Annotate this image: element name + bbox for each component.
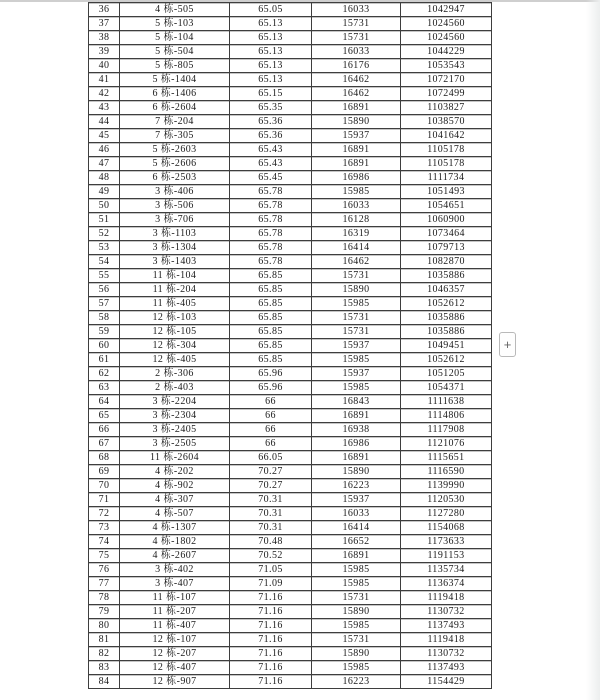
cell-total_price: 1121076 — [401, 437, 492, 451]
cell-no: 70 — [89, 479, 120, 493]
cell-unit_price: 15731 — [312, 17, 401, 31]
cell-area: 65.85 — [230, 339, 312, 353]
cell-area: 70.31 — [230, 507, 312, 521]
cell-area: 70.48 — [230, 535, 312, 549]
cell-total_price: 1116590 — [401, 465, 492, 479]
cell-no: 81 — [89, 633, 120, 647]
cell-unit_price: 16223 — [312, 675, 401, 689]
cell-no: 48 — [89, 171, 120, 185]
cell-no: 61 — [89, 353, 120, 367]
cell-no: 58 — [89, 311, 120, 325]
table-row — [89, 577, 492, 591]
cell-total_price: 1052612 — [401, 297, 492, 311]
cell-unit: 5 栋-1404 — [120, 73, 230, 87]
cell-total_price: 1135734 — [401, 563, 492, 577]
table-row — [89, 101, 492, 115]
cell-no: 76 — [89, 563, 120, 577]
cell-area: 65.78 — [230, 185, 312, 199]
cell-unit_price: 15731 — [312, 311, 401, 325]
table-row — [89, 339, 492, 353]
cell-unit: 4 栋-902 — [120, 479, 230, 493]
table-row — [89, 297, 492, 311]
cell-unit_price: 16891 — [312, 101, 401, 115]
cell-unit_price: 16319 — [312, 227, 401, 241]
cell-area: 65.43 — [230, 157, 312, 171]
cell-area: 66 — [230, 395, 312, 409]
table-row — [89, 115, 492, 129]
cell-no: 50 — [89, 199, 120, 213]
cell-unit_price: 15937 — [312, 493, 401, 507]
cell-unit: 3 栋-2505 — [120, 437, 230, 451]
table-row — [89, 661, 492, 675]
cell-unit_price: 16891 — [312, 143, 401, 157]
cell-unit: 5 栋-2603 — [120, 143, 230, 157]
cell-total_price: 1119418 — [401, 633, 492, 647]
cell-total_price: 1051205 — [401, 367, 492, 381]
cell-no: 63 — [89, 381, 120, 395]
cell-total_price: 1051493 — [401, 185, 492, 199]
cell-total_price: 1035886 — [401, 325, 492, 339]
cell-unit_price: 15890 — [312, 115, 401, 129]
cell-area: 70.31 — [230, 521, 312, 535]
cell-unit_price: 16986 — [312, 171, 401, 185]
cell-area: 71.16 — [230, 591, 312, 605]
table-row — [89, 451, 492, 465]
cell-no: 53 — [89, 241, 120, 255]
cell-no: 74 — [89, 535, 120, 549]
cell-area: 65.78 — [230, 255, 312, 269]
cell-area: 65.45 — [230, 171, 312, 185]
cell-unit: 12 栋-407 — [120, 661, 230, 675]
cell-unit_price: 16223 — [312, 479, 401, 493]
cell-area: 71.16 — [230, 605, 312, 619]
cell-area: 65.85 — [230, 325, 312, 339]
cell-total_price: 1173633 — [401, 535, 492, 549]
cell-no: 60 — [89, 339, 120, 353]
cell-unit_price: 15985 — [312, 661, 401, 675]
cell-total_price: 1137493 — [401, 619, 492, 633]
cell-unit_price: 16462 — [312, 87, 401, 101]
cell-no: 51 — [89, 213, 120, 227]
cell-no: 66 — [89, 423, 120, 437]
cell-unit: 3 栋-407 — [120, 577, 230, 591]
cell-total_price: 1130732 — [401, 647, 492, 661]
cell-no: 59 — [89, 325, 120, 339]
zoom-in-button[interactable]: + — [499, 332, 516, 357]
cell-unit: 5 栋-103 — [120, 17, 230, 31]
cell-no: 47 — [89, 157, 120, 171]
table-row — [89, 381, 492, 395]
cell-no: 42 — [89, 87, 120, 101]
table-row — [89, 17, 492, 31]
cell-total_price: 1053543 — [401, 59, 492, 73]
cell-total_price: 1115651 — [401, 451, 492, 465]
cell-unit: 4 栋-2607 — [120, 549, 230, 563]
cell-unit: 12 栋-105 — [120, 325, 230, 339]
cell-total_price: 1044229 — [401, 45, 492, 59]
cell-no: 69 — [89, 465, 120, 479]
cell-unit: 7 栋-204 — [120, 115, 230, 129]
cell-total_price: 1024560 — [401, 17, 492, 31]
cell-area: 71.16 — [230, 619, 312, 633]
cell-no: 54 — [89, 255, 120, 269]
cell-area: 65.85 — [230, 297, 312, 311]
cell-unit_price: 15731 — [312, 325, 401, 339]
cell-unit: 4 栋-507 — [120, 507, 230, 521]
table-row — [89, 633, 492, 647]
cell-unit: 3 栋-1403 — [120, 255, 230, 269]
cell-area: 65.85 — [230, 311, 312, 325]
cell-total_price: 1103827 — [401, 101, 492, 115]
cell-no: 44 — [89, 115, 120, 129]
cell-unit: 5 栋-504 — [120, 45, 230, 59]
cell-area: 71.16 — [230, 661, 312, 675]
cell-unit_price: 16891 — [312, 451, 401, 465]
cell-unit: 12 栋-304 — [120, 339, 230, 353]
cell-area: 65.13 — [230, 59, 312, 73]
cell-no: 41 — [89, 73, 120, 87]
table-row — [89, 549, 492, 563]
cell-unit: 6 栋-2503 — [120, 171, 230, 185]
cell-area: 65.78 — [230, 213, 312, 227]
cell-total_price: 1024560 — [401, 31, 492, 45]
cell-total_price: 1046357 — [401, 283, 492, 297]
cell-total_price: 1072170 — [401, 73, 492, 87]
cell-unit: 5 栋-805 — [120, 59, 230, 73]
cell-unit_price: 15985 — [312, 353, 401, 367]
cell-unit_price: 16033 — [312, 45, 401, 59]
cell-area: 65.05 — [230, 3, 312, 17]
cell-total_price: 1105178 — [401, 157, 492, 171]
right-edge-shadow — [586, 0, 600, 700]
table-row — [89, 479, 492, 493]
cell-area: 71.16 — [230, 633, 312, 647]
cell-unit_price: 15890 — [312, 605, 401, 619]
cell-total_price: 1117908 — [401, 423, 492, 437]
cell-no: 78 — [89, 591, 120, 605]
cell-total_price: 1139990 — [401, 479, 492, 493]
cell-unit_price: 16033 — [312, 3, 401, 17]
table-row — [89, 521, 492, 535]
cell-no: 56 — [89, 283, 120, 297]
cell-unit_price: 15937 — [312, 367, 401, 381]
cell-total_price: 1073464 — [401, 227, 492, 241]
cell-unit_price: 15985 — [312, 563, 401, 577]
table-row — [89, 59, 492, 73]
cell-unit: 4 栋-1802 — [120, 535, 230, 549]
cell-total_price: 1130732 — [401, 605, 492, 619]
cell-unit_price: 16891 — [312, 157, 401, 171]
cell-unit: 4 栋-1307 — [120, 521, 230, 535]
cell-unit_price: 15985 — [312, 297, 401, 311]
cell-unit_price: 15731 — [312, 269, 401, 283]
cell-unit: 12 栋-405 — [120, 353, 230, 367]
cell-total_price: 1111638 — [401, 395, 492, 409]
cell-unit: 11 栋-207 — [120, 605, 230, 619]
cell-unit: 6 栋-1406 — [120, 87, 230, 101]
price-table-container — [88, 2, 492, 689]
cell-unit_price: 15731 — [312, 591, 401, 605]
cell-unit: 3 栋-406 — [120, 185, 230, 199]
cell-unit_price: 16176 — [312, 59, 401, 73]
cell-total_price: 1111734 — [401, 171, 492, 185]
cell-unit_price: 16033 — [312, 199, 401, 213]
cell-area: 65.85 — [230, 269, 312, 283]
cell-no: 68 — [89, 451, 120, 465]
cell-area: 71.16 — [230, 647, 312, 661]
cell-area: 65.96 — [230, 367, 312, 381]
cell-area: 66 — [230, 423, 312, 437]
cell-unit: 4 栋-307 — [120, 493, 230, 507]
cell-unit: 11 栋-2604 — [120, 451, 230, 465]
cell-unit_price: 16414 — [312, 241, 401, 255]
cell-area: 71.09 — [230, 577, 312, 591]
table-row — [89, 73, 492, 87]
cell-area: 70.27 — [230, 479, 312, 493]
cell-unit: 4 栋-202 — [120, 465, 230, 479]
cell-unit: 3 栋-2204 — [120, 395, 230, 409]
cell-unit_price: 16891 — [312, 409, 401, 423]
table-row — [89, 171, 492, 185]
cell-area: 65.78 — [230, 227, 312, 241]
cell-area: 71.16 — [230, 675, 312, 689]
table-row — [89, 199, 492, 213]
cell-unit_price: 16986 — [312, 437, 401, 451]
cell-unit: 3 栋-706 — [120, 213, 230, 227]
cell-area: 65.78 — [230, 241, 312, 255]
cell-unit_price: 15890 — [312, 647, 401, 661]
cell-unit_price: 16462 — [312, 255, 401, 269]
cell-unit: 12 栋-107 — [120, 633, 230, 647]
table-row — [89, 129, 492, 143]
cell-area: 70.27 — [230, 465, 312, 479]
cell-area: 66.05 — [230, 451, 312, 465]
cell-unit: 3 栋-2304 — [120, 409, 230, 423]
table-row — [89, 367, 492, 381]
cell-unit: 12 栋-907 — [120, 675, 230, 689]
table-row — [89, 675, 492, 689]
cell-no: 83 — [89, 661, 120, 675]
cell-no: 84 — [89, 675, 120, 689]
cell-no: 80 — [89, 619, 120, 633]
cell-area: 65.36 — [230, 129, 312, 143]
table-row — [89, 87, 492, 101]
cell-unit_price: 15985 — [312, 381, 401, 395]
cell-no: 49 — [89, 185, 120, 199]
cell-unit: 11 栋-204 — [120, 283, 230, 297]
cell-area: 65.13 — [230, 17, 312, 31]
cell-no: 40 — [89, 59, 120, 73]
cell-no: 52 — [89, 227, 120, 241]
cell-no: 55 — [89, 269, 120, 283]
cell-total_price: 1035886 — [401, 311, 492, 325]
price-table — [88, 2, 492, 689]
table-row — [89, 395, 492, 409]
table-row — [89, 409, 492, 423]
cell-unit_price: 16891 — [312, 549, 401, 563]
cell-area: 65.13 — [230, 31, 312, 45]
cell-area: 65.78 — [230, 199, 312, 213]
table-row — [89, 325, 492, 339]
cell-no: 79 — [89, 605, 120, 619]
cell-unit_price: 15937 — [312, 339, 401, 353]
cell-no: 39 — [89, 45, 120, 59]
cell-unit_price: 16128 — [312, 213, 401, 227]
cell-area: 65.85 — [230, 353, 312, 367]
cell-total_price: 1154429 — [401, 675, 492, 689]
cell-no: 77 — [89, 577, 120, 591]
cell-unit_price: 16843 — [312, 395, 401, 409]
cell-area: 71.05 — [230, 563, 312, 577]
cell-no: 37 — [89, 17, 120, 31]
cell-no: 82 — [89, 647, 120, 661]
cell-total_price: 1054651 — [401, 199, 492, 213]
cell-area: 70.31 — [230, 493, 312, 507]
table-row — [89, 185, 492, 199]
cell-total_price: 1191153 — [401, 549, 492, 563]
cell-unit: 11 栋-407 — [120, 619, 230, 633]
cell-no: 75 — [89, 549, 120, 563]
cell-total_price: 1082870 — [401, 255, 492, 269]
table-row — [89, 241, 492, 255]
table-row — [89, 143, 492, 157]
cell-unit_price: 15985 — [312, 619, 401, 633]
cell-total_price: 1072499 — [401, 87, 492, 101]
table-row — [89, 3, 492, 17]
cell-total_price: 1079713 — [401, 241, 492, 255]
cell-total_price: 1120530 — [401, 493, 492, 507]
cell-total_price: 1105178 — [401, 143, 492, 157]
cell-no: 67 — [89, 437, 120, 451]
cell-unit_price: 15985 — [312, 577, 401, 591]
cell-unit_price: 16938 — [312, 423, 401, 437]
cell-unit_price: 16033 — [312, 507, 401, 521]
table-row — [89, 591, 492, 605]
cell-total_price: 1114806 — [401, 409, 492, 423]
cell-unit: 12 栋-207 — [120, 647, 230, 661]
cell-area: 66 — [230, 437, 312, 451]
cell-total_price: 1060900 — [401, 213, 492, 227]
cell-total_price: 1049451 — [401, 339, 492, 353]
cell-unit: 12 栋-103 — [120, 311, 230, 325]
cell-unit_price: 16652 — [312, 535, 401, 549]
cell-area: 65.15 — [230, 87, 312, 101]
table-row — [89, 507, 492, 521]
cell-total_price: 1054371 — [401, 381, 492, 395]
cell-unit: 11 栋-107 — [120, 591, 230, 605]
table-row — [89, 563, 492, 577]
cell-area: 65.36 — [230, 115, 312, 129]
table-row — [89, 647, 492, 661]
cell-total_price: 1052612 — [401, 353, 492, 367]
cell-unit_price: 16414 — [312, 521, 401, 535]
table-row — [89, 493, 492, 507]
table-row — [89, 45, 492, 59]
cell-total_price: 1127280 — [401, 507, 492, 521]
cell-area: 66 — [230, 409, 312, 423]
cell-unit: 3 栋-402 — [120, 563, 230, 577]
cell-area: 70.52 — [230, 549, 312, 563]
table-row — [89, 423, 492, 437]
cell-total_price: 1042947 — [401, 3, 492, 17]
cell-area: 65.35 — [230, 101, 312, 115]
cell-unit_price: 15937 — [312, 129, 401, 143]
cell-unit: 5 栋-104 — [120, 31, 230, 45]
cell-total_price: 1035886 — [401, 269, 492, 283]
table-row — [89, 465, 492, 479]
table-row — [89, 157, 492, 171]
cell-no: 64 — [89, 395, 120, 409]
cell-area: 65.85 — [230, 283, 312, 297]
cell-unit: 2 栋-306 — [120, 367, 230, 381]
table-row — [89, 227, 492, 241]
cell-total_price: 1119418 — [401, 591, 492, 605]
cell-unit: 5 栋-2606 — [120, 157, 230, 171]
table-row — [89, 311, 492, 325]
cell-unit_price: 15890 — [312, 283, 401, 297]
cell-area: 65.13 — [230, 73, 312, 87]
cell-no: 62 — [89, 367, 120, 381]
table-row — [89, 31, 492, 45]
cell-unit: 3 栋-506 — [120, 199, 230, 213]
cell-unit_price: 15731 — [312, 31, 401, 45]
table-row — [89, 269, 492, 283]
cell-unit: 2 栋-403 — [120, 381, 230, 395]
table-row — [89, 535, 492, 549]
cell-unit_price: 16462 — [312, 73, 401, 87]
table-row — [89, 437, 492, 451]
cell-total_price: 1136374 — [401, 577, 492, 591]
cell-unit: 3 栋-1103 — [120, 227, 230, 241]
cell-no: 36 — [89, 3, 120, 17]
table-row — [89, 619, 492, 633]
cell-total_price: 1041642 — [401, 129, 492, 143]
table-row — [89, 213, 492, 227]
cell-no: 71 — [89, 493, 120, 507]
cell-unit_price: 15731 — [312, 633, 401, 647]
cell-no: 73 — [89, 521, 120, 535]
table-row — [89, 255, 492, 269]
cell-unit: 6 栋-2604 — [120, 101, 230, 115]
cell-unit_price: 15985 — [312, 185, 401, 199]
cell-area: 65.13 — [230, 45, 312, 59]
table-row — [89, 605, 492, 619]
cell-total_price: 1137493 — [401, 661, 492, 675]
cell-no: 65 — [89, 409, 120, 423]
table-row — [89, 353, 492, 367]
cell-no: 45 — [89, 129, 120, 143]
table-row — [89, 283, 492, 297]
cell-area: 65.96 — [230, 381, 312, 395]
cell-area: 65.43 — [230, 143, 312, 157]
cell-unit: 3 栋-1304 — [120, 241, 230, 255]
cell-no: 72 — [89, 507, 120, 521]
cell-unit: 11 栋-405 — [120, 297, 230, 311]
cell-total_price: 1154068 — [401, 521, 492, 535]
cell-unit: 4 栋-505 — [120, 3, 230, 17]
cell-unit: 3 栋-2405 — [120, 423, 230, 437]
cell-total_price: 1038570 — [401, 115, 492, 129]
cell-no: 57 — [89, 297, 120, 311]
cell-unit_price: 15890 — [312, 465, 401, 479]
cell-unit: 11 栋-104 — [120, 269, 230, 283]
cell-no: 38 — [89, 31, 120, 45]
cell-no: 46 — [89, 143, 120, 157]
cell-no: 43 — [89, 101, 120, 115]
cell-unit: 7 栋-305 — [120, 129, 230, 143]
